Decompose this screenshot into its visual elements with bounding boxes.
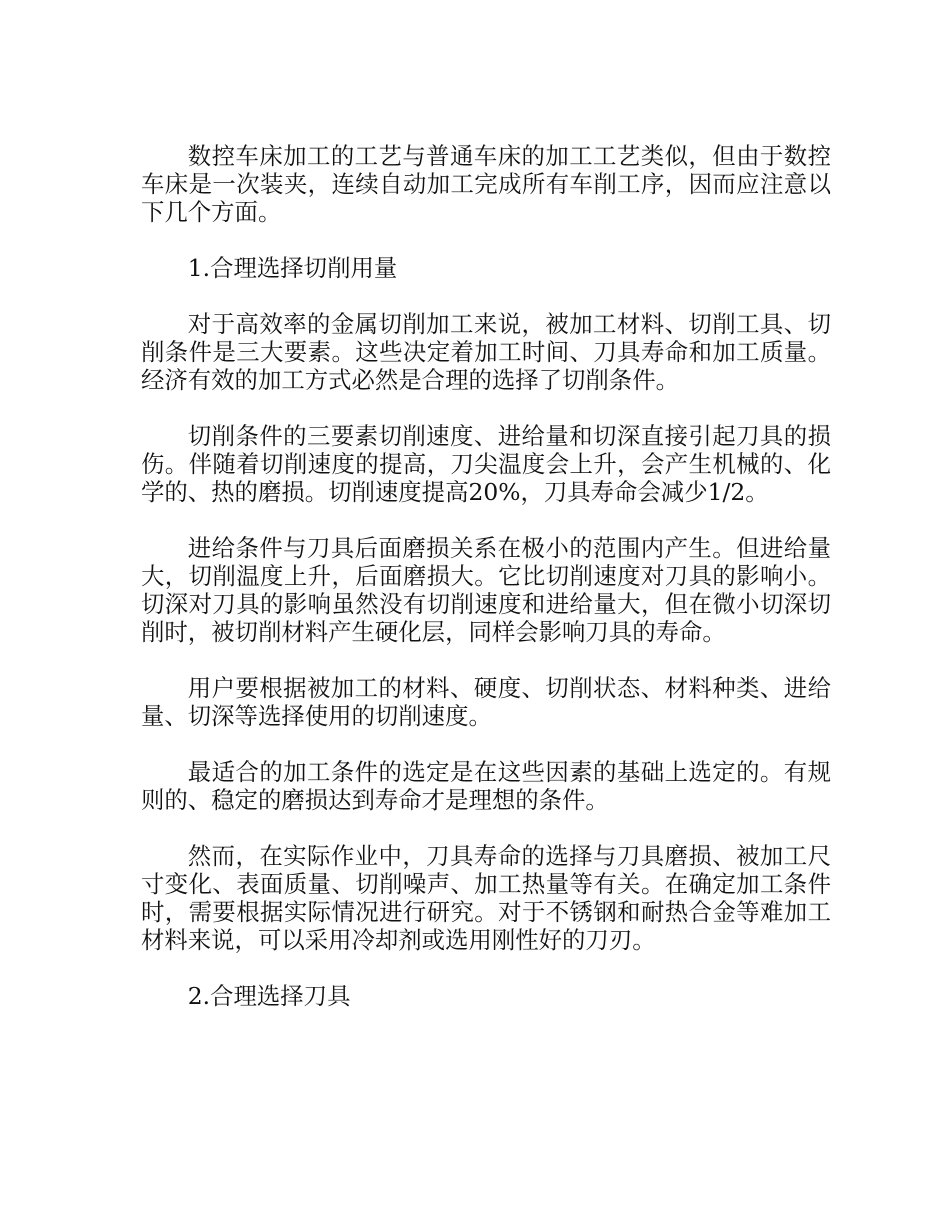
section-heading-cutting-parameters: 1.合理选择切削用量 (187, 254, 398, 282)
paragraph-three-elements: 对于高效率的金属切削加工来说，被加工材料、切削工具、切削条件是三大要素。这些决定着加工时间、刀具寿命和加工质量。经济有效的加工方式必然是合理的选择了切削条件。 (141, 310, 831, 394)
paragraph-feed-rate: 进给条件与刀具后面磨损关系在极小的范围内产生。但进给量大，切削温度上升，后面磨损大。它比切削速度对刀具的影响小。切深对刀具的影响虽然没有切削速度和进给量大，但在微小切深切削时，被切削材料产生硬化层，同样会影响刀具的寿命。 (141, 534, 831, 646)
paragraph-optimal-conditions: 最适合的加工条件的选定是在这些因素的基础上选定的。有规则的、稳定的磨损达到寿命才是理想的条件。 (141, 758, 831, 814)
document-body (141, 142, 831, 1038)
section-heading-tool-selection: 2.合理选择刀具 (187, 982, 351, 1010)
paragraph-cutting-speed: 切削条件的三要素切削速度、进给量和切深直接引起刀具的损伤。伴随着切削速度的提高，刀尖温度会上升，会产生机械的、化学的、热的磨损。切削速度提高20%，刀具寿命会减少1/2。 (141, 422, 831, 506)
intro-paragraph: 数控车床加工的工艺与普通车床的加工工艺类似，但由于数控车床是一次装夹，连续自动加工完成所有车削工序，因而应注意以下几个方面。 (141, 142, 831, 226)
paragraph-practical-operation: 然而，在实际作业中，刀具寿命的选择与刀具磨损、被加工尺寸变化、表面质量、切削噪声、加工热量等有关。在确定加工条件时，需要根据实际情况进行研究。对于不锈钢和耐热合金等难加工材料来说，可以采用冷却剂或选用刚性好的刀刃。 (141, 842, 831, 954)
paragraph-speed-selection: 用户要根据被加工的材料、硬度、切削状态、材料种类、进给量、切深等选择使用的切削速度。 (141, 674, 831, 730)
